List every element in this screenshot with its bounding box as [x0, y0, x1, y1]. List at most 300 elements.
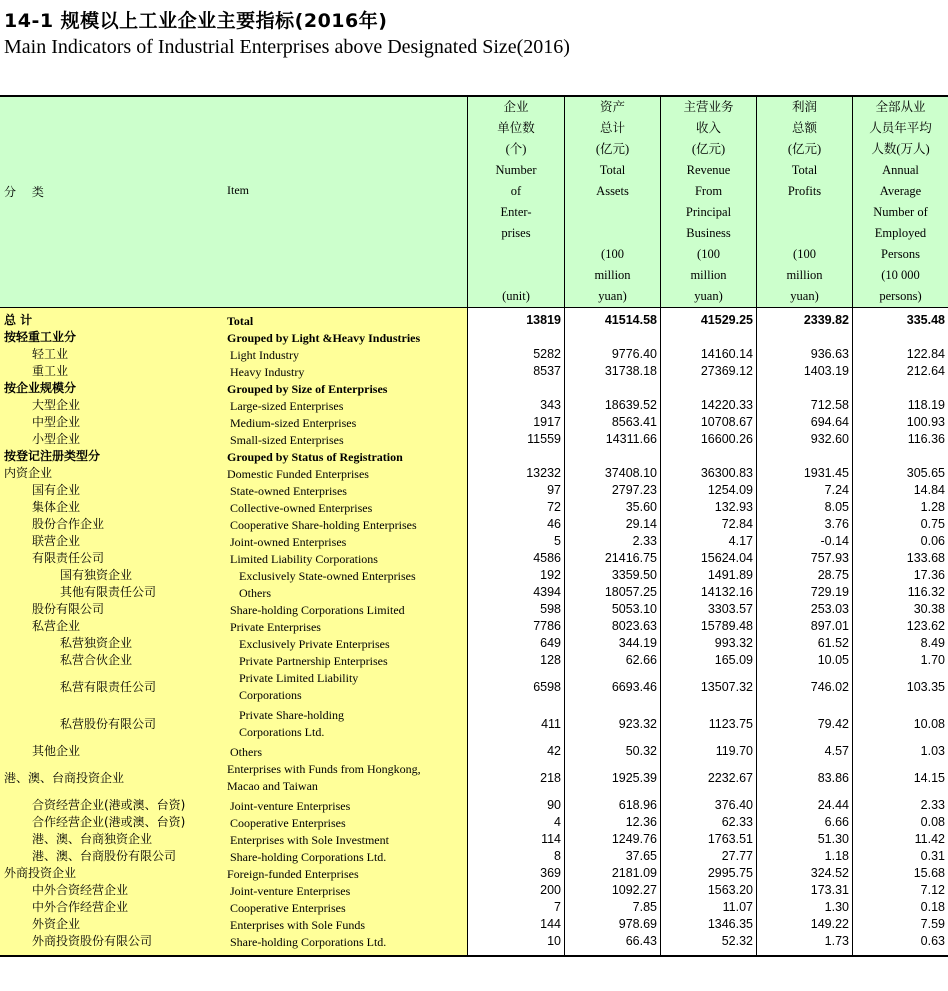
principal-revenue-cell: 27.77 [721, 849, 753, 863]
row-label-english: Limited Liability Corporations [230, 552, 378, 566]
total-assets-cell: 923.32 [618, 717, 657, 731]
employed-persons-cell: 133.68 [906, 551, 945, 565]
employed-persons-cell: 10.08 [913, 717, 945, 731]
employed-persons-cell: 118.19 [907, 398, 945, 412]
table-row [0, 933, 948, 950]
employed-persons-cell: 8.49 [920, 636, 945, 650]
enterprise-count-cell: 598 [540, 602, 561, 616]
employed-persons-cell: 116.32 [907, 585, 945, 599]
employed-persons-cell: 335.48 [906, 313, 945, 327]
enterprise-count-cell: 6598 [533, 680, 561, 694]
column-header-line: million [786, 268, 823, 282]
column-header-line: Profits [787, 184, 822, 198]
row-label-english: State-owned Enterprises [230, 484, 347, 498]
table-row [0, 482, 948, 499]
column-header-line: Number [495, 163, 537, 177]
table-row [0, 584, 948, 601]
row-label-english: Joint-owned Enterprises [230, 535, 347, 549]
column-header-line: 资产 [599, 100, 625, 114]
column-header-line: of [510, 184, 522, 198]
row-label-chinese: 合资经营企业(港或澳、台资) [32, 798, 186, 812]
row-label-english: Private Partnership Enterprises [239, 654, 388, 668]
employed-persons-cell: 11.42 [914, 832, 945, 846]
employed-persons-cell: 14.84 [913, 483, 945, 497]
total-assets-cell: 1925.39 [611, 771, 657, 785]
column-header-line: 单位数 [497, 121, 535, 135]
employed-persons-cell: 30.38 [913, 602, 945, 616]
table-row [0, 669, 948, 706]
total-profits-cell: 51.30 [817, 832, 849, 846]
employed-persons-cell: 0.18 [920, 900, 945, 914]
enterprise-count-cell: 4 [554, 815, 561, 829]
enterprise-count-cell: 11559 [527, 432, 561, 446]
total-profits-cell: 694.64 [810, 415, 849, 429]
table-row [0, 916, 948, 933]
table-row [0, 831, 948, 848]
total-profits-cell: 83.86 [817, 771, 849, 785]
column-header [468, 97, 564, 307]
header-rule [0, 307, 948, 308]
column-header-line [468, 265, 564, 286]
principal-revenue-cell: 72.84 [721, 517, 753, 531]
total-profits-cell: 2339.82 [803, 313, 849, 327]
row-label-english: Grouped by Light &Heavy Industries [227, 331, 421, 345]
column-header-line: (unit) [502, 289, 530, 303]
principal-revenue-cell: 62.33 [721, 815, 753, 829]
total-assets-cell: 62.66 [625, 653, 657, 667]
employed-persons-cell: 7.12 [920, 883, 945, 897]
row-label-english: Light Industry [230, 348, 299, 362]
table-row [0, 414, 948, 431]
total-profits-cell: 253.03 [810, 602, 849, 616]
employed-persons-cell: 2.33 [920, 798, 945, 812]
column-header-line: (100 [793, 247, 816, 261]
column-header-line: (100 [697, 247, 720, 261]
bottom-rule [0, 955, 948, 957]
enterprise-count-cell: 114 [541, 832, 561, 846]
employed-persons-cell: 0.31 [920, 849, 945, 863]
row-label-chinese: 内资企业 [4, 466, 53, 480]
total-profits-cell: 746.02 [810, 680, 849, 694]
total-profits-cell: 1403.19 [803, 364, 849, 378]
enterprise-count-cell: 649 [540, 636, 561, 650]
enterprise-count-cell: 7786 [533, 619, 561, 633]
row-label-english: Grouped by Status of Registration [227, 450, 403, 464]
total-assets-cell: 344.19 [618, 636, 657, 650]
row-label-english: Enterprises with Sole Funds [230, 918, 365, 932]
enterprise-count-cell: 7 [554, 900, 561, 914]
column-header [661, 97, 756, 307]
table-row [0, 346, 948, 363]
principal-revenue-cell: 165.09 [714, 653, 753, 667]
principal-revenue-cell: 1763.51 [707, 832, 753, 846]
table-row [0, 533, 948, 550]
row-label-chinese: 大型企业 [32, 398, 81, 412]
employed-persons-cell: 212.64 [906, 364, 945, 378]
total-profits-cell: 7.24 [824, 483, 849, 497]
table-row [0, 760, 948, 797]
total-assets-cell: 618.96 [618, 798, 657, 812]
employed-persons-cell: 305.65 [906, 466, 945, 480]
total-assets-cell: 18057.25 [604, 585, 657, 599]
total-profits-cell: 729.19 [810, 585, 849, 599]
table-row [0, 431, 948, 448]
total-assets-cell: 18639.52 [604, 398, 657, 412]
enterprise-count-cell: 8537 [533, 364, 561, 378]
principal-revenue-cell: 11.07 [722, 900, 753, 914]
row-label-english: Share-holding Corporations Ltd. [230, 935, 387, 949]
row-label-english: Grouped by Size of Enterprises [227, 382, 388, 396]
row-label-english: Enterprises with Sole Investment [230, 833, 389, 847]
row-label-english: Share-holding Corporations Limited [230, 603, 405, 617]
row-label-chinese: 私营独资企业 [60, 636, 133, 650]
row-label-english: Private Limited Liability Corporations [239, 671, 359, 702]
total-profits-cell: 1.18 [824, 849, 849, 863]
row-label-chinese: 重工业 [32, 364, 69, 378]
principal-revenue-cell: 14220.33 [700, 398, 753, 412]
row-label-chinese: 股份有限公司 [32, 602, 105, 616]
row-label-english: Cooperative Share-holding Enterprises [230, 518, 417, 532]
total-profits-cell: 1.30 [824, 900, 849, 914]
total-profits-cell: 61.52 [817, 636, 849, 650]
total-assets-cell: 1249.76 [611, 832, 657, 846]
principal-revenue-cell: 41529.25 [700, 313, 753, 327]
row-label-english: Exclusively State-owned Enterprises [239, 569, 416, 583]
total-assets-cell: 14311.66 [605, 432, 657, 446]
row-label-english: Medium-sized Enterprises [230, 416, 357, 430]
principal-revenue-cell: 4.17 [728, 534, 753, 548]
column-header-line: Enter- [500, 205, 532, 219]
principal-revenue-cell: 376.40 [714, 798, 753, 812]
row-label-chinese: 中外合作经营企业 [32, 900, 129, 914]
item-header: Item [227, 183, 249, 197]
column-header-line: persons) [879, 289, 922, 303]
table-row [0, 635, 948, 652]
row-label-english: Enterprises with Funds from Hongkong, Macao and Taiwan [227, 762, 421, 793]
total-profits-cell: 10.05 [817, 653, 849, 667]
row-label-english: Share-holding Corporations Ltd. [230, 850, 387, 864]
employed-persons-cell: 100.93 [906, 415, 945, 429]
employed-persons-cell: 0.63 [920, 934, 945, 948]
table-row [0, 652, 948, 669]
enterprise-count-cell: 343 [540, 398, 561, 412]
principal-revenue-cell: 13507.32 [700, 680, 753, 694]
category-header: 分 类 [4, 185, 50, 199]
employed-persons-cell: 1.03 [920, 744, 945, 758]
row-label-chinese: 国有企业 [32, 483, 81, 497]
enterprise-count-cell: 10 [547, 934, 561, 948]
row-label-english: Joint-venture Enterprises [230, 884, 351, 898]
row-label-english: Exclusively Private Enterprises [239, 637, 390, 651]
total-assets-cell: 3359.50 [611, 568, 657, 582]
column-header-line: yuan) [790, 289, 819, 303]
employed-persons-cell: 7.59 [920, 917, 945, 931]
principal-revenue-cell: 16600.26 [700, 432, 753, 446]
total-profits-cell: 712.58 [810, 398, 849, 412]
row-label-chinese: 联营企业 [32, 534, 81, 548]
row-label-chinese: 合作经营企业(港或澳、台资) [32, 815, 186, 829]
enterprise-count-cell: 218 [540, 771, 561, 785]
row-label-english: Heavy Industry [230, 365, 305, 379]
principal-revenue-cell: 10708.67 [700, 415, 753, 429]
row-label-chinese: 总 计 [4, 313, 33, 327]
table-row [0, 312, 948, 329]
total-assets-cell: 8023.63 [611, 619, 657, 633]
principal-revenue-cell: 27369.12 [700, 364, 753, 378]
enterprise-count-cell: 4394 [533, 585, 561, 599]
employed-persons-cell: 123.62 [906, 619, 945, 633]
total-assets-cell: 41514.58 [604, 313, 657, 327]
principal-revenue-cell: 15789.48 [700, 619, 753, 633]
principal-revenue-cell: 52.32 [721, 934, 753, 948]
principal-revenue-cell: 36300.83 [700, 466, 753, 480]
row-label-chinese: 其他企业 [32, 744, 81, 758]
principal-revenue-cell: 15624.04 [700, 551, 753, 565]
row-label-english: Domestic Funded Enterprises [227, 467, 369, 481]
total-assets-cell: 66.43 [625, 934, 657, 948]
column-header [853, 97, 948, 307]
principal-revenue-cell: 1346.35 [707, 917, 753, 931]
total-profits-cell: -0.14 [820, 534, 849, 548]
total-assets-cell: 2.33 [632, 534, 657, 548]
row-label-chinese: 有限责任公司 [32, 551, 105, 565]
employed-persons-cell: 122.84 [906, 347, 945, 361]
row-label-english: Joint-venture Enterprises [230, 799, 351, 813]
enterprise-count-cell: 369 [540, 866, 561, 880]
table-title-chinese: 14-1 规模以上工业企业主要指标(2016年) [4, 10, 388, 32]
principal-revenue-cell: 132.93 [714, 500, 753, 514]
column-header-line: 总额 [791, 121, 817, 135]
principal-revenue-cell: 3303.57 [707, 602, 753, 616]
row-label-chinese: 港、澳、台商投资企业 [4, 771, 125, 785]
column-header-line [565, 202, 660, 223]
enterprise-count-cell: 5 [554, 534, 561, 548]
table-row [0, 363, 948, 380]
column-header-line: prises [501, 226, 531, 240]
row-label-english: Large-sized Enterprises [230, 399, 344, 413]
total-profits-cell: 324.52 [810, 866, 849, 880]
principal-revenue-cell: 993.32 [714, 636, 753, 650]
column-header-line: 企业 [503, 100, 529, 114]
enterprise-count-cell: 97 [547, 483, 561, 497]
total-assets-cell: 31738.18 [604, 364, 657, 378]
column-header-line: (100 [601, 247, 624, 261]
principal-revenue-cell: 14160.14 [700, 347, 753, 361]
table-row [0, 814, 948, 831]
column-header-line: Annual [882, 163, 919, 177]
table-row [0, 601, 948, 618]
total-assets-cell: 50.32 [625, 744, 657, 758]
table-row [0, 865, 948, 882]
column-header-line: 人员年平均 [869, 121, 932, 135]
column-header-line: 总计 [599, 121, 625, 135]
enterprise-count-cell: 144 [540, 917, 561, 931]
total-profits-cell: 28.75 [817, 568, 849, 582]
principal-revenue-cell: 1123.75 [708, 717, 753, 731]
column-header-line [757, 223, 852, 244]
principal-revenue-cell: 1491.89 [707, 568, 753, 582]
column-header-line [565, 223, 660, 244]
row-label-chinese: 外资企业 [32, 917, 81, 931]
column-header-line: Persons [881, 247, 920, 261]
row-label-chinese: 其他有限责任公司 [60, 585, 157, 599]
enterprise-count-cell: 411 [541, 717, 561, 731]
row-label-english: Private Enterprises [230, 620, 321, 634]
column-header-line: Revenue [686, 163, 731, 177]
table-row [0, 499, 948, 516]
employed-persons-cell: 1.28 [920, 500, 945, 514]
column-header-line: 利润 [791, 100, 817, 114]
column-header-line: yuan) [598, 289, 627, 303]
total-profits-cell: 4.57 [824, 744, 849, 758]
column-header-line: (亿元) [691, 142, 726, 156]
enterprise-count-cell: 90 [547, 798, 561, 812]
table-row [0, 567, 948, 584]
row-label-chinese: 港、澳、台商股份有限公司 [32, 849, 177, 863]
table-row [0, 329, 948, 346]
total-profits-cell: 6.66 [824, 815, 849, 829]
column-header-line: Total [599, 163, 626, 177]
row-label-chinese: 轻工业 [32, 347, 69, 361]
column-header-line: (10 000 [881, 268, 920, 282]
total-profits-cell: 936.63 [810, 347, 849, 361]
principal-revenue-cell: 14132.16 [700, 585, 753, 599]
table-row [0, 743, 948, 760]
total-assets-cell: 6693.46 [611, 680, 657, 694]
table-row [0, 882, 948, 899]
total-assets-cell: 37408.10 [604, 466, 657, 480]
row-label-chinese: 中型企业 [32, 415, 81, 429]
column-header-line: Employed [874, 226, 927, 240]
row-label-english: Others [230, 745, 262, 759]
row-label-chinese: 外商投资企业 [4, 866, 77, 880]
employed-persons-cell: 17.36 [913, 568, 945, 582]
principal-revenue-cell: 2232.67 [707, 771, 753, 785]
row-label-chinese: 按企业规模分 [4, 381, 77, 395]
column-header-line [468, 244, 564, 265]
row-label-chinese: 私营企业 [32, 619, 81, 633]
column-header-line: 收入 [695, 121, 721, 135]
total-assets-cell: 978.69 [618, 917, 657, 931]
enterprise-count-cell: 128 [540, 653, 561, 667]
column-header-line: 全部从业 [875, 100, 926, 114]
enterprise-count-cell: 13232 [526, 466, 561, 480]
column-header-line: 主营业务 [683, 100, 734, 114]
total-assets-cell: 5053.10 [611, 602, 657, 616]
row-label-chinese: 按登记注册类型分 [4, 449, 101, 463]
column-header-line: yuan) [694, 289, 723, 303]
column-header [757, 97, 852, 307]
employed-persons-cell: 15.68 [913, 866, 945, 880]
total-assets-cell: 12.36 [625, 815, 657, 829]
row-label-english: Others [239, 586, 271, 600]
row-label-english: Foreign-funded Enterprises [227, 867, 359, 881]
enterprise-count-cell: 46 [547, 517, 561, 531]
total-profits-cell: 149.22 [810, 917, 849, 931]
total-assets-cell: 1092.27 [611, 883, 657, 897]
total-profits-cell: 1.73 [824, 934, 849, 948]
row-label-chinese: 私营股份有限公司 [60, 717, 157, 731]
column-header-line [757, 202, 852, 223]
principal-revenue-cell: 1254.09 [707, 483, 753, 497]
enterprise-count-cell: 200 [540, 883, 561, 897]
table-row [0, 516, 948, 533]
table-title-english: Main Indicators of Industrial Enterprises above Designated Size(2016) [4, 36, 570, 58]
table-row [0, 465, 948, 482]
employed-persons-cell: 1.70 [920, 653, 945, 667]
table-row [0, 397, 948, 414]
total-profits-cell: 3.76 [824, 517, 849, 531]
principal-revenue-cell: 119.70 [715, 744, 753, 758]
table-row [0, 848, 948, 865]
enterprise-count-cell: 192 [540, 568, 561, 582]
column-header-line: Business [686, 226, 731, 240]
row-label-english: Cooperative Enterprises [230, 901, 346, 915]
total-assets-cell: 9776.40 [611, 347, 657, 361]
enterprise-count-cell: 13819 [526, 313, 561, 327]
row-label-chinese: 私营合伙企业 [60, 653, 133, 667]
total-assets-cell: 7.85 [632, 900, 657, 914]
column-header-line: Total [791, 163, 818, 177]
principal-revenue-cell: 2995.75 [707, 866, 753, 880]
total-profits-cell: 757.93 [810, 551, 849, 565]
total-profits-cell: 932.60 [810, 432, 849, 446]
row-label-english: Total [227, 314, 254, 328]
table-row [0, 448, 948, 465]
total-assets-cell: 2181.09 [611, 866, 657, 880]
total-profits-cell: 24.44 [817, 798, 849, 812]
row-label-chinese: 港、澳、台商独资企业 [32, 832, 153, 846]
table-row [0, 797, 948, 814]
row-label-chinese: 按轻重工业分 [4, 330, 77, 344]
column-header-line: (亿元) [787, 142, 822, 156]
total-profits-cell: 173.31 [810, 883, 849, 897]
employed-persons-cell: 14.15 [913, 771, 945, 785]
column-header-line: Average [879, 184, 922, 198]
enterprise-count-cell: 72 [547, 500, 561, 514]
table-row [0, 618, 948, 635]
row-label-english: Small-sized Enterprises [230, 433, 344, 447]
principal-revenue-cell: 1563.20 [707, 883, 753, 897]
total-assets-cell: 29.14 [625, 517, 657, 531]
row-label-chinese: 集体企业 [32, 500, 81, 514]
employed-persons-cell: 116.36 [907, 432, 945, 446]
column-header-line: (个) [505, 142, 527, 156]
enterprise-count-cell: 4586 [533, 551, 561, 565]
column-header-line: Principal [685, 205, 732, 219]
employed-persons-cell: 0.08 [920, 815, 945, 829]
row-label-chinese: 中外合资经营企业 [32, 883, 129, 897]
column-header-line: 人数(万人) [871, 142, 930, 156]
total-assets-cell: 2797.23 [611, 483, 657, 497]
row-label-chinese: 私营有限责任公司 [60, 680, 157, 694]
column-header-line: Assets [596, 184, 629, 198]
row-label-chinese: 外商投资股份有限公司 [32, 934, 153, 948]
table-row [0, 706, 948, 743]
table-row [0, 380, 948, 397]
employed-persons-cell: 0.06 [920, 534, 945, 548]
row-label-chinese: 国有独资企业 [60, 568, 133, 582]
row-label-chinese: 股份合作企业 [32, 517, 105, 531]
enterprise-count-cell: 42 [547, 744, 561, 758]
row-label-english: Private Share-holding Corporations Ltd. [239, 708, 344, 739]
total-profits-cell: 8.05 [824, 500, 849, 514]
table-row [0, 899, 948, 916]
row-label-english: Collective-owned Enterprises [230, 501, 373, 515]
employed-persons-cell: 103.35 [906, 680, 945, 694]
row-label-chinese: 小型企业 [32, 432, 81, 446]
column-header-line: Number of [873, 205, 928, 219]
